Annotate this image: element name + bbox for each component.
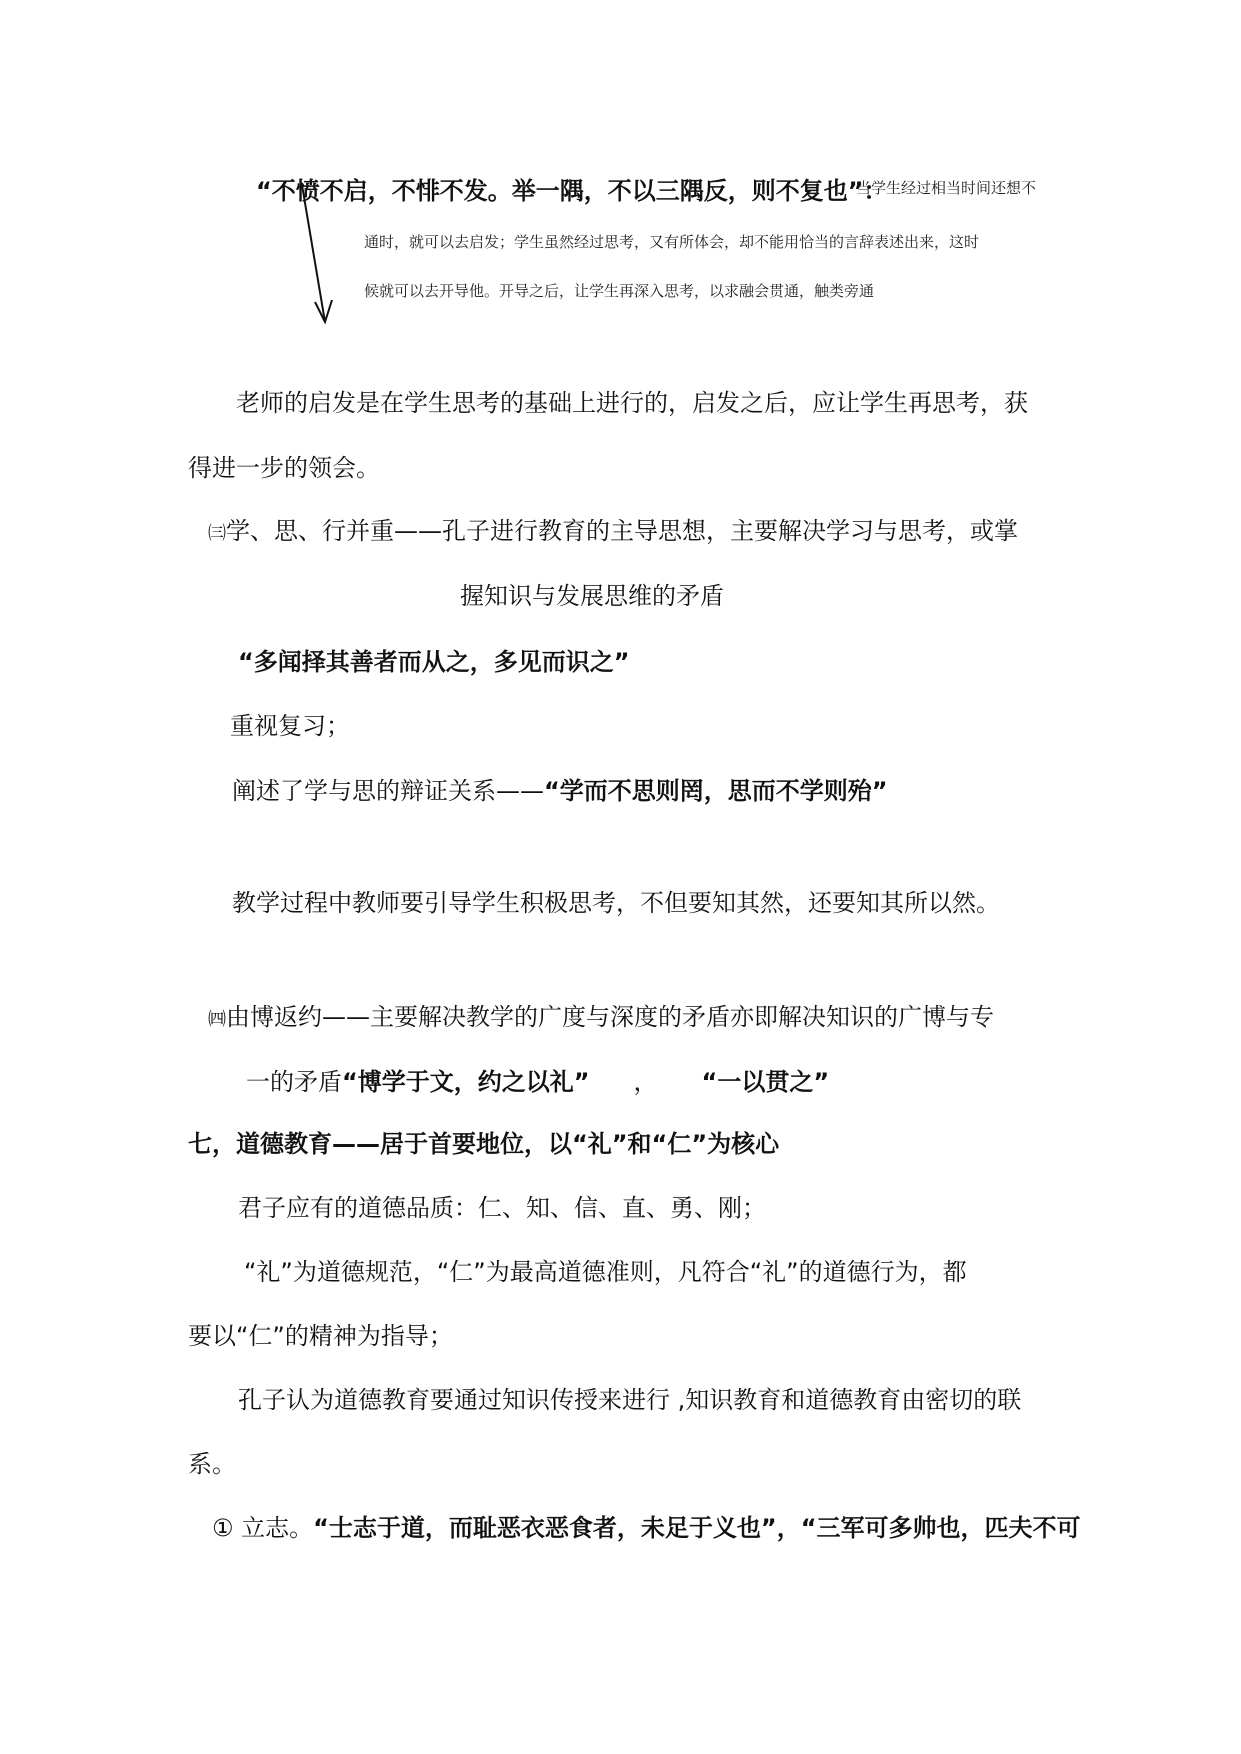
item-label: 立志。 [241,1514,314,1542]
section4-heading-line2 [246,1062,829,1097]
quote-note-line3: 候就可以去开导他。开导之后，让学生再深入思考，以求融会贯通，触类旁通 [364,282,875,300]
section3-review: 重视复习； [230,712,350,740]
section3-marker: ㈢ [208,523,226,544]
li-ren-line2: 要以“仁”的精神为指导； [188,1322,453,1350]
section3-heading-line1 [208,511,1018,546]
knowledge-line1: 孔子认为道德教育要通过知识传授来进行 ,知识教育和道德教育由密切的联 [238,1386,1022,1414]
section3-heading-line2: 握知识与发展思维的矛盾 [460,582,724,610]
quote-note-line2: 通时，就可以去启发；学生虽然经过思考，又有所体会，却不能用恰当的言辞表述出来，这时 [364,233,980,251]
item-number: ① [212,1514,234,1542]
section4-sep: ， [633,1068,658,1096]
section3-title: 学、思、行并重——孔子进行教育的主导思想，主要解决学习与思考，或掌 [226,517,1018,545]
quote-note-line1: 当学生经过相当时间还想不 [856,179,1037,197]
dialectic-prefix: 阐述了学与思的辩证关系—— [232,777,544,805]
section4-quote-b: “一以贯之” [701,1068,830,1096]
section3-quote: “多闻择其善者而从之，多见而识之” [238,648,630,676]
quote-bold: “不愤不启，不悱不发。举一隅，不以三隅反，则不复也”： [256,177,888,205]
para-inspiration-line1: 老师的启发是在学生思考的基础上进行的，启发之后，应让学生再思考，获 [236,389,1028,417]
para-inspiration-line2: 得进一步的领会。 [188,454,380,482]
section4-marker: ㈣ [208,1009,226,1030]
section3-dialectic [232,771,888,806]
item-lizhi [212,1508,1080,1543]
item-quote: “士志于道，而耻恶衣恶食者，未足于义也”，“三军可多帅也，匹夫不可 [313,1514,1081,1542]
moral-qualities: 君子应有的道德品质：仁、知、信、直、勇、刚； [238,1194,766,1222]
section4-title: 由博返约——主要解决教学的广度与深度的矛盾亦即解决知识的广博与专 [226,1003,994,1031]
knowledge-line2: 系。 [188,1450,236,1478]
section3-guide: 教学过程中教师要引导学生积极思考，不但要知其然，还要知其所以然。 [232,889,1000,917]
section4-quote-a: “博学于文，约之以礼” [342,1068,590,1096]
section7-heading: 七，道德教育——居于首要地位，以“礼”和“仁”为核心 [188,1130,780,1158]
section4-heading-line1 [208,997,994,1032]
li-ren-line1: “礼”为道德规范，“仁”为最高道德准则，凡符合“礼”的道德行为，都 [244,1258,967,1286]
section4-prefix: 一的矛盾 [246,1068,342,1096]
dialectic-quote: “学而不思则罔，思而不学则殆” [544,777,888,805]
quote-bufen-bu-qi [256,171,888,206]
